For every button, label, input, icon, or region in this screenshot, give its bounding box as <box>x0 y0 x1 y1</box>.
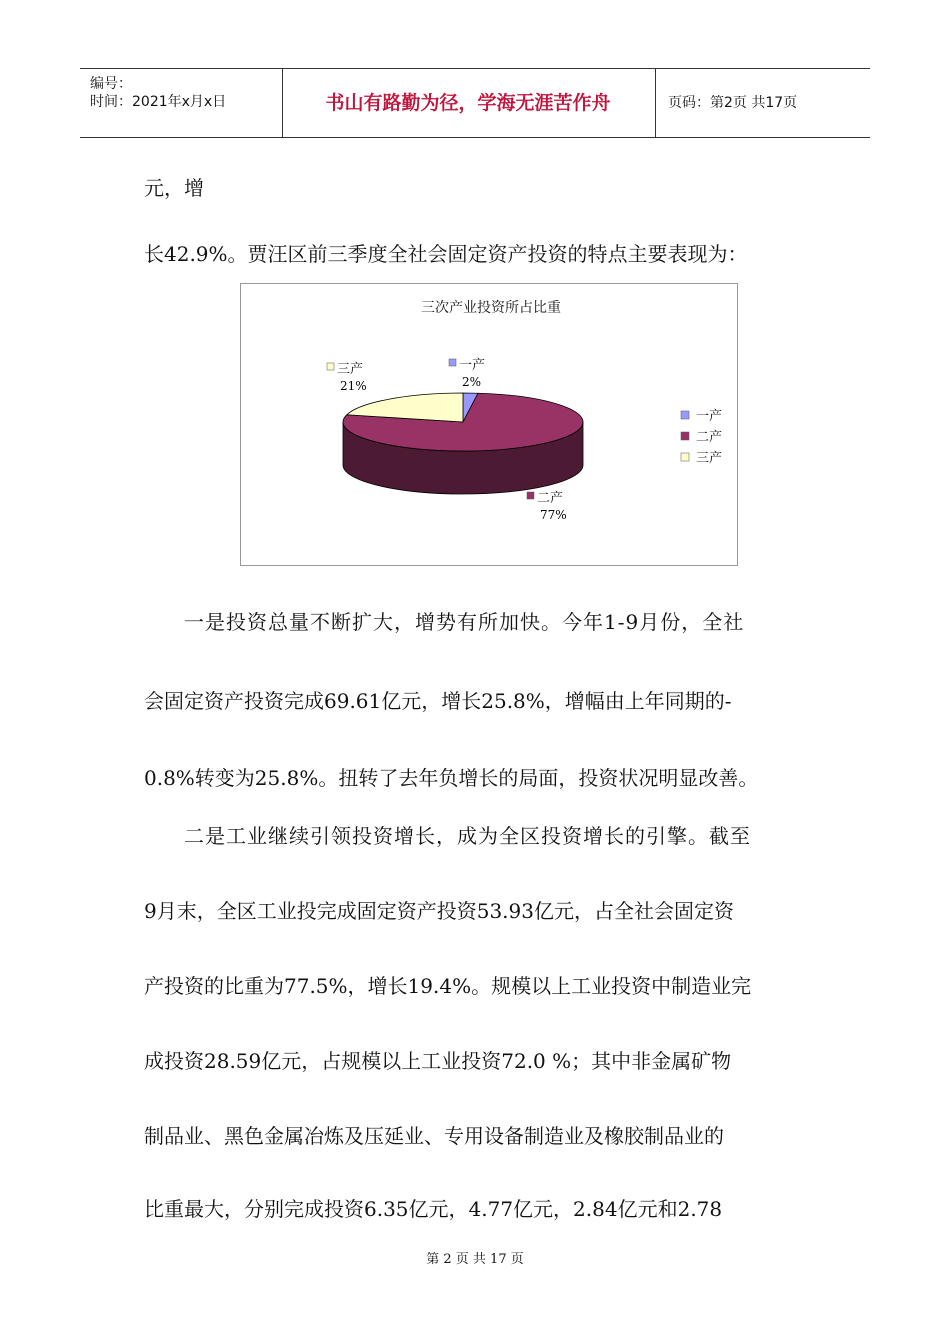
paragraph-line: 二是工业继续引领投资增长，成为全区投资增长的引擎。截至 <box>184 824 751 848</box>
legend-label: 一产 <box>696 409 723 424</box>
number-label: 编号： <box>90 76 132 92</box>
pie-slices <box>343 393 583 451</box>
paragraph-line: 比重最大，分别完成投资6.35亿元，4.77亿元，2.84亿元和2.78 <box>144 1197 723 1221</box>
data-label-category: 二产 <box>537 491 564 506</box>
data-label-key <box>527 492 534 499</box>
page-header <box>80 68 870 138</box>
chart-legend <box>681 408 722 466</box>
data-label-category: 三产 <box>337 362 364 377</box>
page-info: 页码：第2页 共17页 <box>668 95 798 111</box>
data-label-percent: 2% <box>462 375 482 389</box>
time-label: 时间：2021年x月x日 <box>90 94 227 110</box>
paragraph-line: 9月末，全区工业投完成固定资产投资53.93亿元，占全社会固定资 <box>144 899 734 923</box>
paragraph-line: 长42.9%。贾汪区前三季度全社会固定资产投资的特点主要表现为： <box>144 242 748 266</box>
data-label-key <box>327 363 334 370</box>
legend-swatch <box>681 453 689 461</box>
header-divider <box>655 69 656 137</box>
data-label-category: 一产 <box>459 358 486 373</box>
data-label-percent: 77% <box>540 508 567 522</box>
legend-label: 二产 <box>696 430 723 445</box>
chart-title: 三次产业投资所占比重 <box>421 300 561 316</box>
data-label-key <box>449 359 456 366</box>
header-motto: 书山有路勤为径，学海无涯苦作舟 <box>325 92 611 114</box>
paragraph-line: 0.8%转变为25.8%。扭转了去年负增长的局面，投资状况明显改善。 <box>144 766 759 790</box>
paragraph-line: 成投资28.59亿元，占规模以上工业投资72.0 %；其中非金属矿物 <box>144 1049 732 1073</box>
legend-swatch <box>681 432 689 440</box>
paragraph-line: 会固定资产投资完成69.61亿元，增长25.8%，增幅由上年同期的- <box>144 689 732 713</box>
pie-chart <box>240 283 738 566</box>
legend-label: 三产 <box>696 451 723 466</box>
pie-chart-svg <box>241 284 737 565</box>
data-label-percent: 21% <box>340 379 367 393</box>
paragraph-line: 产投资的比重为77.5%，增长19.4%。规模以上工业投资中制造业完 <box>144 974 752 998</box>
legend-swatch <box>681 411 689 419</box>
page-footer: 第 2 页 共 17 页 <box>426 1252 524 1267</box>
paragraph-line: 一是投资总量不断扩大，增势有所加快。今年1-9月份，全社 <box>184 610 745 634</box>
paragraph-line: 制品业、黑色金属冶炼及压延业、专用设备制造业及橡胶制品业的 <box>144 1124 724 1148</box>
paragraph-line: 元，增 <box>144 176 204 200</box>
